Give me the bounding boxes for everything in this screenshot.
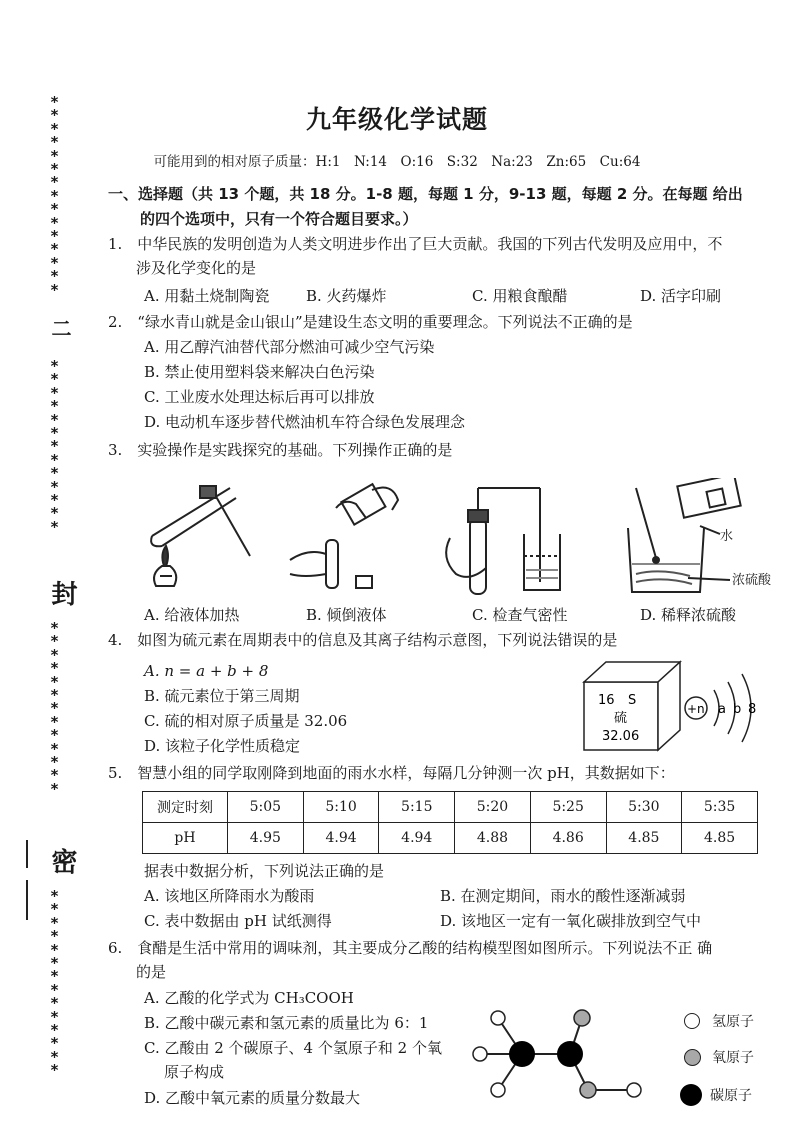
ph-table-cell: 4.94: [303, 823, 379, 854]
margin-mark-feng: 封: [47, 580, 77, 606]
ph-table-cell: 5:20: [455, 792, 531, 823]
q5-option-a: A. 该地区所降雨水为酸雨: [144, 887, 315, 905]
margin-dash-2: [26, 880, 28, 920]
legend-carbon: [684, 1080, 784, 1110]
ph-table-row-time: [143, 792, 758, 823]
q5-stem: 5. 智慧小组的同学取刚降到地面的雨水水样，每隔几分钟测一次 pH，其数据如下：: [108, 764, 675, 782]
ph-table-cell: 5:10: [303, 792, 379, 823]
shell-1-electrons: a: [718, 702, 726, 717]
fig-a-heating-icon: [151, 486, 250, 586]
section-heading-line2: 的四个选项中，只有一个符合题目要求。）: [140, 210, 418, 228]
q3-figures: [140, 478, 780, 600]
ph-table-cell: 4.86: [530, 823, 606, 854]
ph-table-header: 测定时刻: [143, 792, 228, 823]
element-symbol: S: [628, 693, 637, 708]
hydrogen-atom: [627, 1083, 641, 1097]
q5-prompt: 据表中数据分析，下列说法正确的是: [144, 862, 385, 880]
sulfur-ion-diagram: [684, 668, 780, 754]
q3-option-a: A. 给液体加热: [144, 606, 240, 624]
q1-stem-line2: 涉及化学变化的是: [136, 259, 257, 277]
margin-mark-mi: 密: [47, 848, 77, 874]
q2-stem: 2. “绿水青山就是金山银山”是建设生态文明的重要理念。下列说法不正确的是: [108, 313, 633, 331]
section-heading: [108, 182, 776, 232]
q1-option-c: C. 用粮食酿醋: [472, 287, 568, 305]
ph-table: [142, 791, 758, 854]
q4-stem: 4. 如图为硫元素在周期表中的信息及其离子结构示意图，下列说法错误的是: [108, 631, 618, 649]
question-6: [108, 936, 778, 984]
margin-dash: [26, 840, 28, 868]
element-name: 硫: [614, 711, 628, 726]
q5-option-c: C. 表中数据由 pH 试纸测得: [144, 912, 332, 930]
ph-table-cell: 5:15: [379, 792, 455, 823]
q4-option-c: C. 硫的相对原子质量是 32.06: [144, 712, 348, 730]
atom-legend: [684, 1006, 784, 1110]
oxygen-atom: [580, 1082, 596, 1098]
q2-option-b: B. 禁止使用塑料袋来解决白色污染: [144, 363, 375, 381]
q6-option-c: C. 乙酸由 2 个碳原子、4 个氢原子和 2 个氧: [144, 1039, 442, 1057]
sulfur-element-card: [582, 658, 686, 754]
q1-stem-line1: 1. 中华民族的发明创造为人类文明进步作出了巨大贡献。我国的下列古代发明及应用中，不: [108, 235, 723, 253]
q2-option-d: D. 电动机车逐步替代燃油机车符合绿色发展理念: [144, 413, 466, 431]
carbon-legend-icon: [680, 1084, 702, 1106]
margin-stars-mid: *************: [50, 357, 60, 536]
ph-table-cell: 4.95: [228, 823, 304, 854]
q4-option-a: A. n = a + b + 8: [144, 662, 269, 680]
q6-option-a: A. 乙酸的化学式为 CH₃COOH: [144, 989, 354, 1007]
q6-option-c-cont: 原子构成: [164, 1063, 225, 1081]
q2-option-c: C. 工业废水处理达标后再可以排放: [144, 388, 375, 406]
margin-mark-er: 二: [48, 318, 72, 338]
fig-d-water-label: 水: [720, 529, 734, 544]
legend-carbon-label: 碳原子: [710, 1088, 752, 1104]
hydrogen-atom: [491, 1011, 505, 1025]
legend-oxygen: [684, 1042, 784, 1072]
q1-option-a: A. 用黏土烧制陶瓷: [144, 287, 270, 305]
hydrogen-atom: [491, 1083, 505, 1097]
q5-option-b: B. 在测定期间，雨水的酸性逐渐减弱: [440, 887, 686, 905]
ph-table-cell: 5:25: [530, 792, 606, 823]
nucleus-label: +n: [687, 702, 705, 716]
exam-title: 九年级化学试题: [305, 105, 488, 134]
q5-option-d: D. 该地区一定有一氧化碳排放到空气中: [440, 912, 702, 930]
carbon-atom: [509, 1041, 535, 1067]
ph-table-cell: 5:30: [606, 792, 682, 823]
oxygen-legend-icon: [684, 1049, 701, 1066]
ph-table-cell: 4.94: [379, 823, 455, 854]
shell-3-electrons: 8: [748, 702, 757, 717]
q3-stem: 3. 实验操作是实践探究的基础。下列操作正确的是: [108, 441, 453, 459]
q4-option-d: D. 该粒子化学性质稳定: [144, 737, 301, 755]
q6-option-d: D. 乙酸中氧元素的质量分数最大: [144, 1089, 361, 1107]
fig-b-pouring-icon: [290, 484, 398, 588]
element-number: 16: [598, 693, 615, 708]
ph-table-cell: 5:35: [682, 792, 758, 823]
hydrogen-atom: [473, 1047, 487, 1061]
acetic-acid-model: [470, 1004, 650, 1108]
fig-c-airtight-icon: [446, 488, 560, 594]
legend-hydrogen-label: 氢原子: [712, 1014, 754, 1030]
carbon-atom: [557, 1041, 583, 1067]
q4-option-b: B. 硫元素位于第三周期: [144, 687, 300, 705]
hydrogen-legend-icon: [684, 1013, 700, 1029]
q6-stem-line2: 的是: [136, 963, 167, 981]
q3-option-c: C. 检查气密性: [472, 606, 568, 624]
margin-stars-mid2: *************: [50, 619, 60, 798]
margin-stars-top: ***************: [50, 93, 60, 299]
question-1: [108, 232, 778, 280]
q3-option-b: B. 倾倒液体: [306, 606, 387, 624]
element-mass: 32.06: [602, 729, 640, 744]
ph-table-cell: 4.85: [606, 823, 682, 854]
q3-option-d: D. 稀释浓硫酸: [640, 606, 737, 624]
shell-2-electrons: b: [733, 702, 742, 717]
q1-option-d: D. 活字印刷: [640, 287, 722, 305]
ph-table-row-ph: [143, 823, 758, 854]
margin-stars-bottom: **************: [50, 887, 60, 1080]
q2-option-a: A. 用乙醇汽油替代部分燃油可减少空气污染: [144, 338, 435, 356]
q6-option-b: B. 乙酸中碳元素和氢元素的质量比为 6：1: [144, 1014, 429, 1032]
legend-hydrogen: [684, 1006, 784, 1036]
ph-table-cell: 5:05: [228, 792, 304, 823]
oxygen-atom: [574, 1010, 590, 1026]
ph-table-cell: 4.85: [682, 823, 758, 854]
q1-option-b: B. 火药爆炸: [306, 287, 387, 305]
ph-table-header: pH: [143, 823, 228, 854]
legend-oxygen-label: 氧原子: [712, 1050, 754, 1066]
section-heading-line1: 一、选择题（共 13 个题，共 18 分。1-8 题，每题 1 分，9-13 题，每题 2 分。在每题 给出: [108, 185, 743, 203]
q6-stem-line1: 6. 食醋是生活中常用的调味剂，其主要成分乙酸的结构模型图如图所示。下列说法不正 确: [108, 939, 713, 957]
ph-table-cell: 4.88: [455, 823, 531, 854]
atomic-masses: 可能用到的相对原子质量：H:1 N:14 O:16 S:32 Na:23 Zn:65 Cu:64: [153, 154, 641, 170]
fig-d-acid-label: 浓硫酸: [732, 573, 772, 588]
